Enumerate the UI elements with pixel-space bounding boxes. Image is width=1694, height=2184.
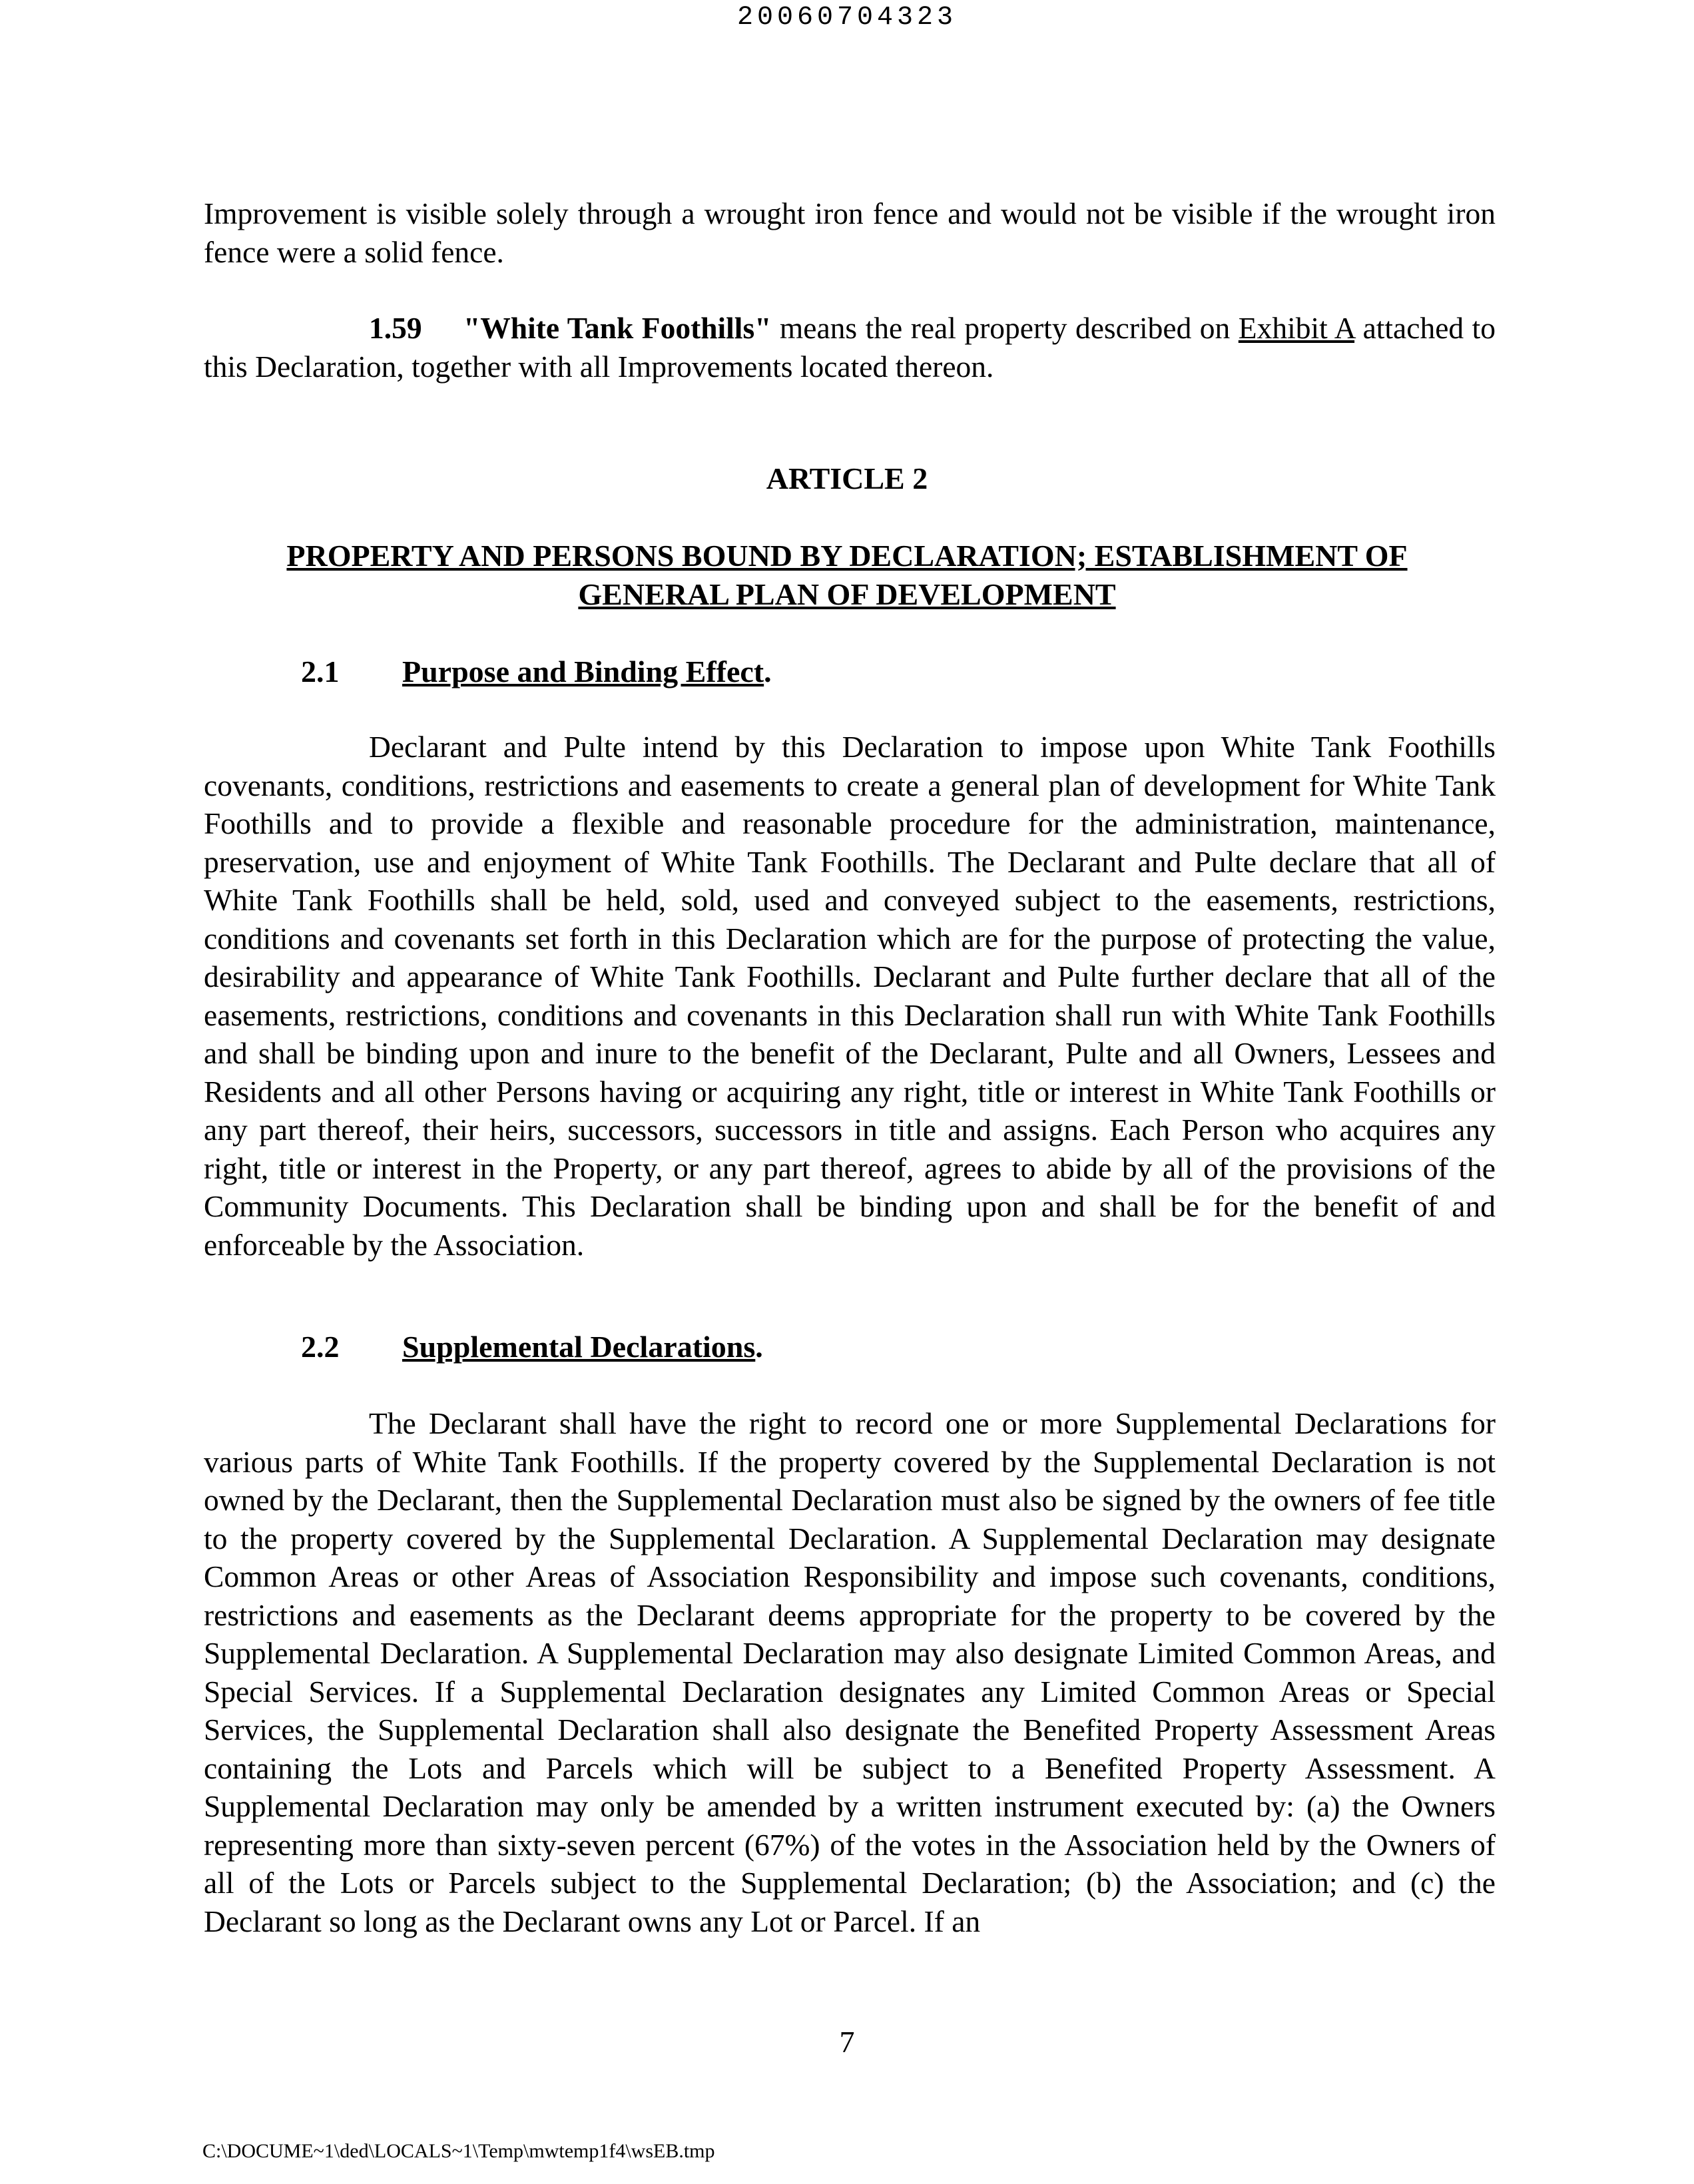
section-number: 2.1 <box>301 655 340 688</box>
section-2-1-body: Declarant and Pulte intend by this Declaration to impose upon White Tank Foothills covenants, conditions, restrictions and easements to create a general plan of development for White Tank Foothills and to provide a flexible and reasonable procedure for the administration, maintenance, preservation, use and enjoyment of White Tank Foothills. The Declarant and Pulte declare that all of White Tank Foothills shall be held, sold, used and conveyed subject to the easements, restrictions, conditions and covenants set forth in this Declaration which are for the purpose of protecting the value, desirability and appearance of White Tank Foothills. Declarant and Pulte further declare that all of the easements, restrictions, conditions and covenants in this Declaration shall run with White Tank Foothills and shall be binding upon and inure to the benefit of the Declarant, Pulte and all Owners, Lessees and Residents and all other Persons having or acquiring any right, title or interest in White Tank Foothills or any part thereof, their heirs, successors, successors in title and assigns. Each Person who acquires any right, title or interest in the Property, or any part thereof, agrees to abide by all of the provisions of the Community Documents. This Declaration shall be binding upon and shall be for the benefit of and enforceable by the Association. <box>204 730 1496 1262</box>
continuation-paragraph: Improvement is visible solely through a wrought iron fence and would not be visible if the wrought iron fence were a solid fence. <box>204 196 1496 269</box>
section-title-end: . <box>764 655 772 688</box>
section-title: Purpose and Binding Effect <box>402 655 764 688</box>
file-path: C:\DOCUME~1\ded\LOCALS~1\Temp\mwtemp1f4\wsEB.tmp <box>202 2140 715 2162</box>
document-id: 20060704323 <box>736 3 958 33</box>
section-2-2-body: The Declarant shall have the right to record one or more Supplemental Declarations for various parts of White Tank Foothills. If the property covered by the Supplemental Declaration is not owned by the Declarant, then the Supplemental Declaration must also be signed by the owners of fee title to the property covered by the Supplemental Declaration. A Supplemental Declaration may designate Common Areas or other Areas of Association Responsibility and impose such covenants, conditions, restrictions and easements as the Declarant deems appropriate for the property to be covered by the Supplemental Declaration. A Supplemental Declaration may also designate Limited Common Areas, and Special Services. If a Supplemental Declaration designates any Limited Common Areas or Special Services, the Supplemental Declaration shall also designate the Benefited Property Assessment Areas containing the Lots and Parcels which will be subject to a Benefited Property Assessment. A Supplemental Declaration may only be amended by a written instrument executed by: (a) the Owners representing more than sixty-seven percent (67%) of the votes in the Association held by the Owners of all of the Lots or Parcels subject to the Supplemental Declaration; (b) the Association; and (c) the Declarant so long as the Declarant owns any Lot or Parcel. If an <box>204 1406 1496 1938</box>
section-title-end: . <box>755 1330 763 1364</box>
article-title: PROPERTY AND PERSONS BOUND BY DECLARATION; ESTABLISHMENT OF GENERAL PLAN OF DEVELOPMENT <box>286 539 1408 611</box>
section-title: Supplemental Declarations <box>402 1330 756 1364</box>
definition-number: 1.59 <box>369 311 422 345</box>
exhibit-reference: Exhibit A <box>1238 311 1355 345</box>
section-heading-2-2 <box>301 1329 763 1364</box>
definition-text-after: attached to this Declaration, together with all Improvements located thereon. <box>204 311 1496 384</box>
definition-text-before: means the real property described on <box>771 311 1239 345</box>
definition-term: "White Tank Foothills" <box>463 311 772 345</box>
section-heading-2-1 <box>301 654 772 689</box>
page-number: 7 <box>839 2025 855 2059</box>
definition-paragraph-1-59 <box>204 309 1496 386</box>
section-number: 2.2 <box>301 1330 340 1364</box>
article-label: ARTICLE 2 <box>766 461 928 495</box>
